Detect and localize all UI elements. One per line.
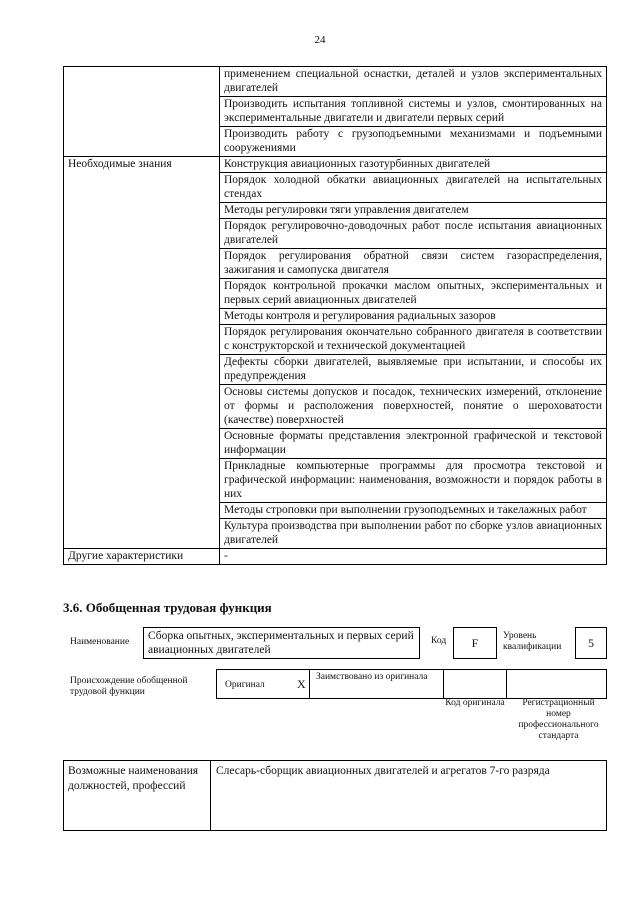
table-row	[64, 549, 607, 565]
row-item: Порядок регулирования окончательно собранного двигателя в соответствии с конструкторской и технической документацией	[220, 325, 607, 355]
row-item: применением специальной оснастки, деталей и узлов экспериментальных двигателей	[220, 67, 607, 97]
section-title: 3.6. Обобщенная трудовая функция	[63, 600, 272, 615]
row-item: Порядок холодной обкатки авиационных двигателей на испытательных стендах	[220, 173, 607, 203]
reg-number-label: Регистрационный номер профессионального стандарта	[518, 698, 599, 741]
row-item: Методы контроля и регулирования радиальных зазоров	[220, 309, 607, 325]
code-value: F	[453, 627, 497, 659]
row-item: -	[220, 549, 607, 565]
row-item: Производить испытания топливной системы и узлов, смонтированных на экспериментальные двигатели и двигатели первых серий	[220, 97, 607, 127]
positions-label-cell	[64, 761, 211, 830]
table-row	[64, 157, 607, 173]
code-label: Код	[431, 636, 447, 646]
row-item: Методы регулировки тяги управления двигателем	[220, 203, 607, 219]
row-item: Производить работу с грузоподъемными механизмами и подъемными сооружениями	[220, 127, 607, 157]
code-original-cell	[443, 669, 507, 699]
knowledge-table	[63, 66, 607, 565]
row-item: Прикладные компьютерные программы для просмотра текстовой и графической информации: наименования, возможности и порядок работы в них	[220, 459, 607, 503]
table-row	[64, 67, 607, 97]
row-label: Другие характеристики	[64, 549, 220, 565]
positions-value: Слесарь-сборщик авиационных двигателей и агрегатов 7-го разряда	[216, 765, 550, 777]
borrowed-cell	[309, 669, 444, 699]
row-item: Основные форматы представления электронной графической и текстовой информации	[220, 429, 607, 459]
row-item: Порядок регулировочно-доводочных работ после испытания авиационных двигателей	[220, 219, 607, 249]
row-label	[64, 67, 220, 157]
level-label: Уровень квалификации	[503, 631, 562, 652]
row-item: Методы строповки при выполнении грузоподъемных и такелажных работ	[220, 503, 607, 519]
positions-table	[63, 760, 607, 831]
positions-label: Возможные наименования должностей, профессий	[68, 765, 199, 792]
name-value: Сборка опытных, экспериментальных и первых серий авиационных двигателей	[143, 627, 420, 659]
row-item: Конструкция авиационных газотурбинных двигателей	[220, 157, 607, 173]
row-item: Дефекты сборки двигателей, выявляемые при испытании, и способы их предупреждения	[220, 355, 607, 385]
code-original-label: Код оригинала	[445, 698, 505, 708]
name-label: Наименование	[70, 637, 130, 647]
row-item: Культура производства при выполнении работ по сборке узлов авиационных двигателей	[220, 519, 607, 549]
row-label: Необходимые знания	[64, 157, 220, 549]
original-cell	[216, 669, 310, 699]
original-mark: X	[297, 677, 306, 691]
borrowed-label: Заимствовано из оригинала	[316, 672, 428, 682]
reg-number-cell	[506, 669, 607, 699]
level-value: 5	[575, 627, 607, 659]
original-label: Оригинал	[225, 680, 265, 690]
page-number: 24	[314, 34, 326, 46]
row-item: Порядок контрольной прокачки маслом опытных, экспериментальных и первых серий авиационных двигателей	[220, 279, 607, 309]
row-item: Основы системы допусков и посадок, технических измерений, отклонение от формы и расположения поверхностей, понятие о шероховатости (качестве) поверхностей	[220, 385, 607, 429]
row-item: Порядок регулирования обратной связи систем газораспределения, зажигания и самопуска двигателя	[220, 249, 607, 279]
origin-label: Происхождение обобщенной трудовой функции	[70, 676, 188, 697]
